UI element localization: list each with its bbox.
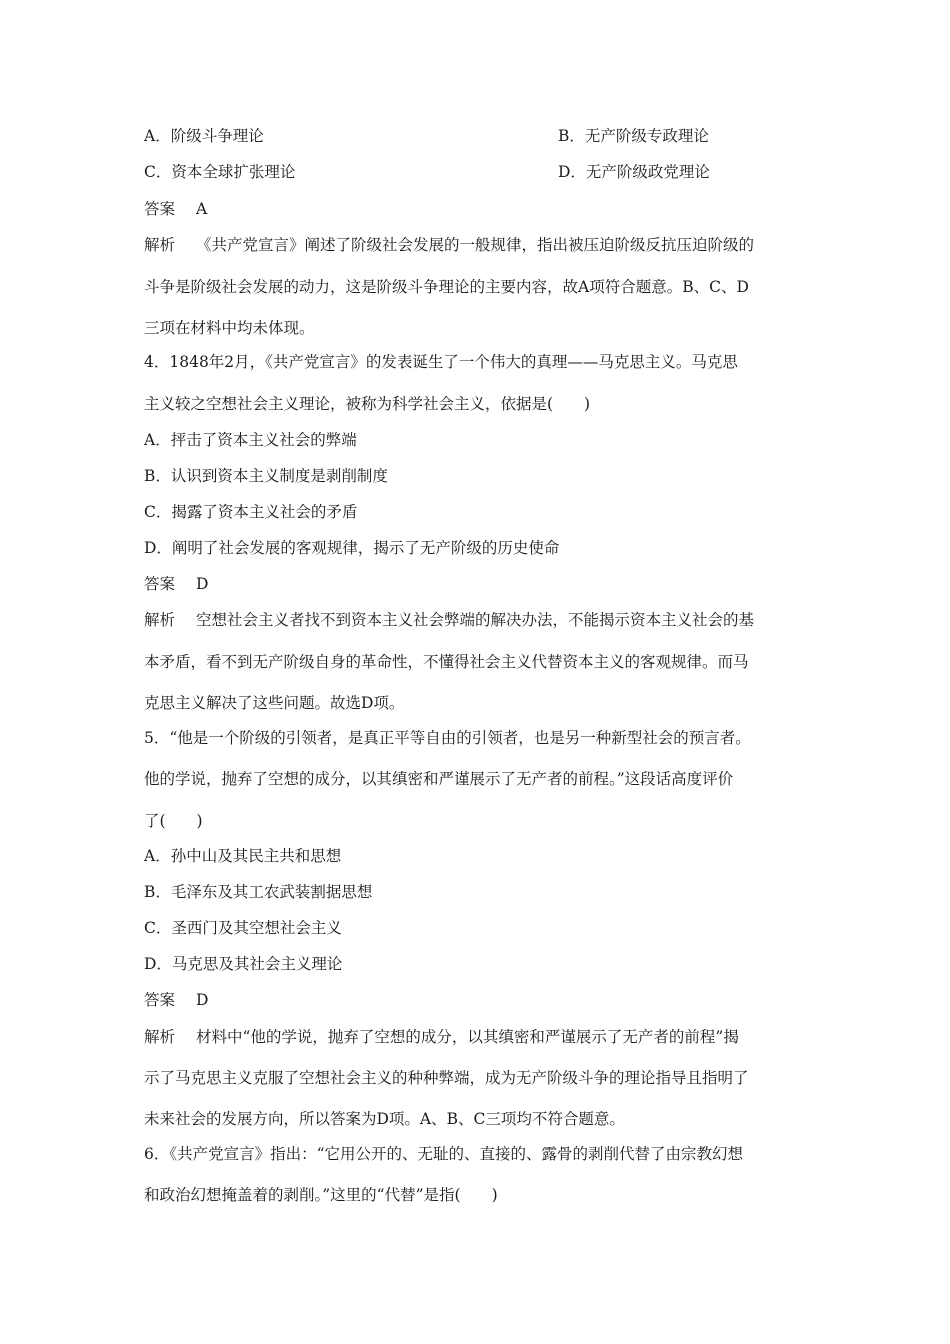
q5-option-c: C．圣西门及其空想社会主义 (144, 919, 342, 937)
analysis-label: 解析 (144, 236, 176, 254)
q5-stem-line-1: 5．“他是一个阶级的引领者，是真正平等自由的引领者，也是另一种新型社会的预言者。 (144, 729, 751, 747)
answer-label: 答案 (144, 991, 176, 1009)
q4-option-b: B．认识到资本主义制度是剥削制度 (144, 467, 388, 485)
q4-analysis-line-1 (144, 610, 754, 630)
analysis-text: 空想社会主义者找不到资本主义社会弊端的解决办法，不能揭示资本主义社会的基 (196, 611, 755, 629)
q6-stem-line-1: 6．《共产党宣言》指出：“它用公开的、无耻的、直接的、露骨的剥削代替了由宗教幻想 (144, 1145, 744, 1163)
q5-answer (144, 990, 208, 1010)
q3-option-b: B．无产阶级专政理论 (558, 127, 709, 145)
q3-analysis-line-2: 斗争是阶级社会发展的动力，这是阶级斗争理论的主要内容，故A项符合题意。B、C、D (144, 278, 749, 296)
answer-value: A (196, 200, 208, 218)
q5-option-a: A．孙中山及其民主共和思想 (144, 847, 342, 865)
q5-stem-line-2: 他的学说，抛弃了空想的成分，以其缜密和严谨展示了无产者的前程。”这段话高度评价 (144, 770, 734, 788)
q5-stem-line-3: 了( ) (144, 812, 203, 830)
q3-answer (144, 199, 207, 219)
q3-analysis-line-3: 三项在材料中均未体现。 (144, 319, 315, 337)
q5-analysis-line-1 (144, 1027, 739, 1047)
q4-analysis-line-3: 克思主义解决了这些问题。故选D项。 (144, 694, 405, 712)
analysis-text: 材料中“他的学说，抛弃了空想的成分，以其缜密和严谨展示了无产者的前程”揭 (196, 1028, 739, 1046)
q5-option-b: B．毛泽东及其工农武装割据思想 (144, 883, 373, 901)
analysis-label: 解析 (144, 611, 176, 629)
analysis-label: 解析 (144, 1028, 176, 1046)
answer-value: D (196, 575, 209, 593)
q5-analysis-line-2: 示了马克思主义克服了空想社会主义的种种弊端，成为无产阶级斗争的理论指导且指明了 (144, 1069, 749, 1087)
q4-analysis-line-2: 本矛盾，看不到无产阶级自身的革命性，不懂得社会主义代替资本主义的客观规律。而马 (144, 653, 749, 671)
q3-analysis-line-1 (144, 235, 754, 255)
answer-value: D (196, 991, 209, 1009)
q5-analysis-line-3: 未来社会的发展方向，所以答案为D项。A、B、C三项均不符合题意。 (144, 1110, 625, 1128)
q4-option-d: D．阐明了社会发展的客观规律，揭示了无产阶级的历史使命 (144, 539, 560, 557)
q4-answer (144, 574, 208, 594)
q3-option-a: A．阶级斗争理论 (144, 127, 264, 145)
q4-option-a: A．抨击了资本主义社会的弊端 (144, 431, 357, 449)
q4-option-c: C．揭露了资本主义社会的矛盾 (144, 503, 358, 521)
analysis-text: 《共产党宣言》阐述了阶级社会发展的一般规律，指出被压迫阶级反抗压迫阶级的 (196, 236, 755, 254)
q5-option-d: D．马克思及其社会主义理论 (144, 955, 343, 973)
q3-option-row-1 (144, 126, 709, 146)
q3-option-c: C．资本全球扩张理论 (144, 163, 296, 181)
q3-option-row-2 (144, 162, 710, 182)
q4-stem-line-1: 4．1848年2月，《共产党宣言》的发表诞生了一个伟大的真理——马克思主义。马克思 (144, 353, 738, 371)
q3-option-d: D．无产阶级政党理论 (558, 163, 710, 181)
q4-stem-line-2: 主义较之空想社会主义理论，被称为科学社会主义，依据是( ) (144, 395, 591, 413)
answer-label: 答案 (144, 575, 176, 593)
answer-label: 答案 (144, 200, 176, 218)
q6-stem-line-2: 和政治幻想掩盖着的剥削。”这里的“代替”是指( ) (144, 1186, 498, 1204)
